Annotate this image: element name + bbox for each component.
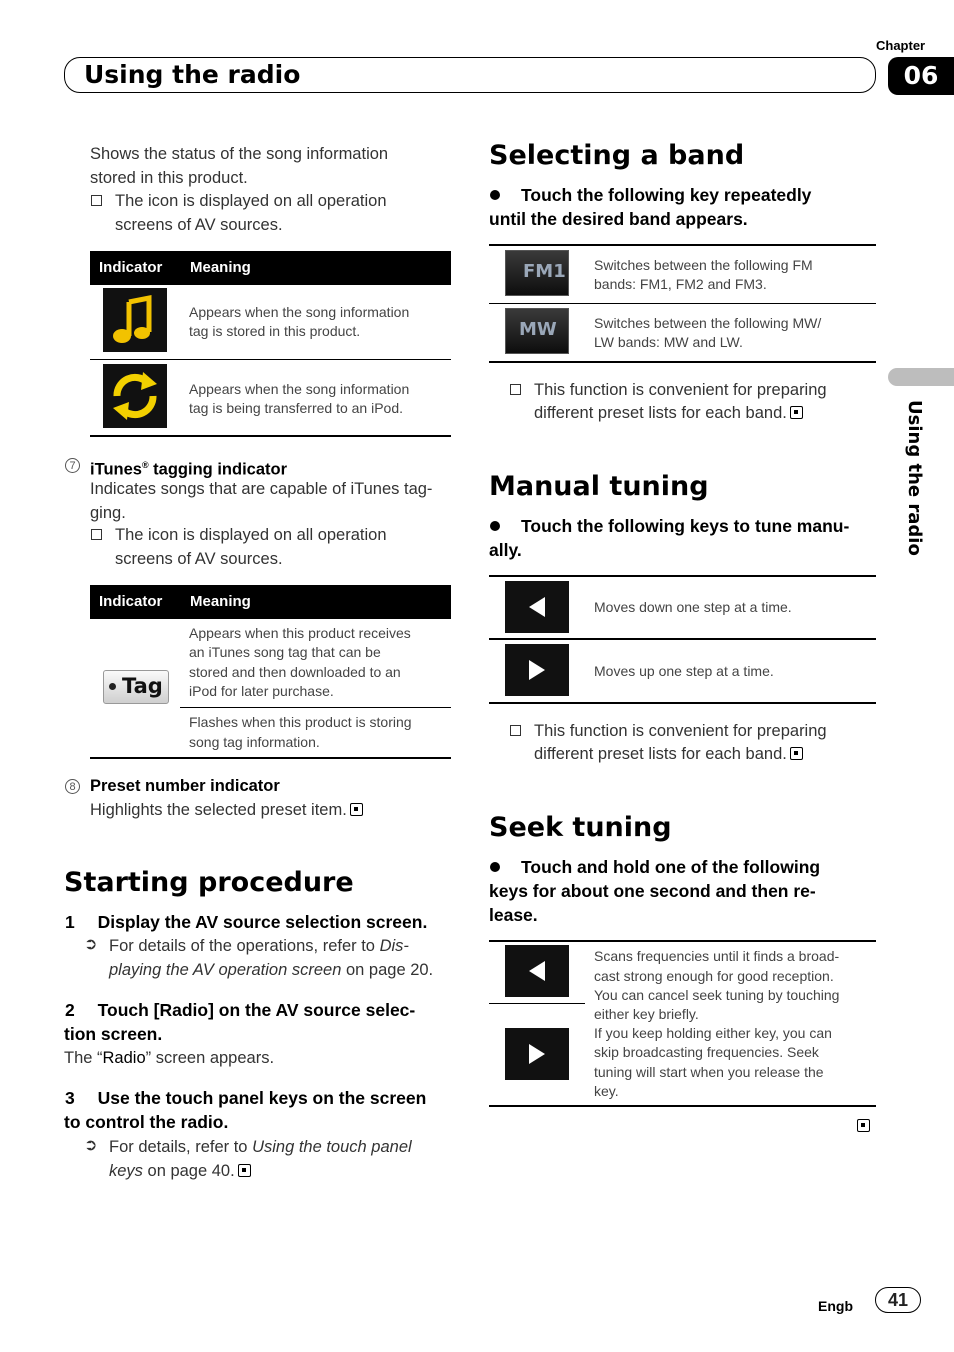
band-heading: Selecting a band <box>489 140 745 171</box>
fm1-key-label: FM1 <box>523 261 566 282</box>
itunes-line-1: Indicates songs that are capable of iTunes tag- <box>90 480 433 498</box>
section-title: Using the radio <box>84 60 301 89</box>
band-note-2 <box>534 401 803 425</box>
seek-desc-3: You can cancel seek tuning by touching <box>594 987 840 1003</box>
step1-ref-link-2[interactable]: playing the AV operation screen <box>109 961 342 979</box>
manual-note-2 <box>534 742 803 766</box>
fm-desc-2: bands: FM1, FM2 and FM3. <box>594 276 767 292</box>
seek-heading: Seek tuning <box>489 812 672 843</box>
item-number-8: 8 <box>65 779 80 794</box>
bullet-icon <box>490 521 500 531</box>
fm-desc-1: Switches between the following FM <box>594 257 813 273</box>
end-mark-icon <box>857 1119 870 1132</box>
registered-mark: ® <box>141 460 149 470</box>
page-number: 41 <box>875 1287 921 1313</box>
table1-col-meaning: Meaning <box>190 259 251 276</box>
step1-ref-link-1[interactable]: Dis- <box>379 937 409 955</box>
table1-divider <box>90 359 451 360</box>
bullet-icon <box>490 862 500 872</box>
step1-text: Display the AV source selection screen. <box>97 912 428 932</box>
mw-desc-2: LW bands: MW and LW. <box>594 334 743 350</box>
note-checkbox-icon <box>510 725 521 736</box>
language-code: Engb <box>818 1298 853 1314</box>
table2-row1-l4: iPod for later purchase. <box>189 683 334 699</box>
step2-line-1 <box>65 998 415 1022</box>
itunes-heading-a: iTunes <box>90 460 142 479</box>
table1-header <box>90 251 451 285</box>
end-mark-icon <box>350 803 363 816</box>
song-status-note-1: The icon is displayed on all operation <box>115 192 387 210</box>
side-tab-label: Using the radio <box>904 400 925 556</box>
step3-ref-link-2[interactable]: keys <box>109 1162 143 1180</box>
table2-col-meaning: Meaning <box>190 593 251 610</box>
band-table-bottom-rule <box>489 361 876 363</box>
seek-table-top-rule <box>489 940 876 942</box>
step2-result-c: ” screen appears. <box>145 1049 275 1067</box>
seek-up-button[interactable] <box>505 1028 569 1080</box>
note-checkbox-icon <box>91 529 102 540</box>
step3-ref-line-2 <box>109 1159 251 1183</box>
song-status-line-1: Shows the status of the song information <box>90 145 389 163</box>
step-up-button[interactable] <box>505 644 569 696</box>
right-arrow-icon <box>529 660 545 680</box>
note-checkbox-icon <box>510 384 521 395</box>
band-table-top-rule <box>489 244 876 246</box>
manual-table-divider <box>489 638 876 640</box>
left-arrow-icon <box>529 961 545 981</box>
preset-line-text: Highlights the selected preset item. <box>90 801 347 819</box>
chapter-label: Chapter <box>876 38 926 53</box>
manual-table-bottom-rule <box>489 702 876 704</box>
seek-desc-4: either key briefly. <box>594 1006 699 1022</box>
tag-dot <box>109 683 116 690</box>
band-instruction-1: Touch the following key repeatedly <box>521 185 812 205</box>
manual-note-2-text: different preset lists for each band. <box>534 745 787 763</box>
step1-ref-b: on page 20. <box>341 961 434 979</box>
step3-line-1 <box>65 1086 426 1110</box>
table2-row2-l2: song tag information. <box>189 734 320 750</box>
step3-text-1: Use the touch panel keys on the screen <box>97 1088 427 1108</box>
itunes-note-1: The icon is displayed on all operation <box>115 526 387 544</box>
manual-table-top-rule <box>489 575 876 577</box>
tag-icon-label: Tag <box>122 674 163 698</box>
table2-row1-l1: Appears when this product receives <box>189 625 411 641</box>
step3-ref-line-1 <box>109 1135 412 1159</box>
table2-bottom-rule <box>90 757 451 759</box>
manual-up-desc: Moves up one step at a time. <box>594 663 774 679</box>
seek-desc-5: If you keep holding either key, you can <box>594 1025 832 1041</box>
step3-ref-link-1[interactable]: Using the touch panel <box>252 1138 412 1156</box>
preset-line <box>90 798 363 822</box>
table2-header <box>90 585 451 619</box>
fm1-key[interactable] <box>505 250 569 296</box>
step1-ref-a: For details of the operations, refer to <box>109 937 380 955</box>
step3-ref-a: For details, refer to <box>109 1138 253 1156</box>
seek-instruction-2: keys for about one second and then re- <box>489 881 816 901</box>
step1-ref-line-2 <box>109 958 433 982</box>
manual-heading: Manual tuning <box>489 471 709 502</box>
table1-row1-line2: tag is stored in this product. <box>189 323 361 339</box>
step2-result-a: The “ <box>64 1049 103 1067</box>
seek-desc-2: cast strong enough for good reception. <box>594 968 834 984</box>
seek-instruction-3: lease. <box>489 905 538 925</box>
note-checkbox-icon <box>91 195 102 206</box>
step2-result <box>64 1046 274 1070</box>
step1-number: 1 <box>65 912 75 932</box>
ref-arrow-icon: ➲ <box>84 1137 98 1154</box>
side-tab <box>888 368 954 386</box>
seek-table-bottom-rule <box>489 1105 876 1107</box>
manual-instruction-2: ally. <box>489 540 522 560</box>
step3-number: 3 <box>65 1088 75 1108</box>
table1-row1-line1: Appears when the song information <box>189 304 410 320</box>
itunes-line-2: ging. <box>90 504 126 522</box>
seek-desc-8: key. <box>594 1083 619 1099</box>
seek-table-icon-divider <box>489 1003 585 1004</box>
starting-heading: Starting procedure <box>64 867 354 898</box>
band-note-1: This function is convenient for preparing <box>534 381 827 399</box>
table1-col-indicator: Indicator <box>99 259 163 276</box>
end-mark-icon <box>238 1164 251 1177</box>
manual-down-desc: Moves down one step at a time. <box>594 599 792 615</box>
step-down-button[interactable] <box>505 581 569 633</box>
chapter-number: 06 <box>888 57 954 95</box>
seek-down-button[interactable] <box>505 945 569 997</box>
step1-ref-line-1 <box>109 934 409 958</box>
table2-col-indicator: Indicator <box>99 593 163 610</box>
table2-divider <box>180 707 451 708</box>
mw-desc-1: Switches between the following MW/ <box>594 315 822 331</box>
table1-bottom-rule <box>90 435 451 437</box>
transfer-arrows-icon <box>103 364 167 428</box>
band-instruction-2: until the desired band appears. <box>489 209 748 229</box>
ref-arrow-icon: ➲ <box>84 936 98 953</box>
bullet-icon <box>490 190 500 200</box>
step2-text-1: Touch [Radio] on the AV source selec- <box>97 1000 416 1020</box>
step1 <box>65 910 427 934</box>
table2-row1-l3: stored and then downloaded to an <box>189 664 401 680</box>
manual-instruction-1: Touch the following keys to tune manu- <box>521 516 850 536</box>
step2-number: 2 <box>65 1000 75 1020</box>
seek-desc-7: tuning will start when you release the <box>594 1064 824 1080</box>
table1-row2-line2: tag is being transferred to an iPod. <box>189 400 404 416</box>
end-mark-icon <box>790 406 803 419</box>
music-note-icon <box>103 288 167 352</box>
table1-row2-line1: Appears when the song information <box>189 381 410 397</box>
itunes-heading-b: tagging indicator <box>148 460 288 479</box>
manual-note-1: This function is convenient for preparing <box>534 722 827 740</box>
itunes-note-2: screens of AV sources. <box>115 550 283 568</box>
band-note-2-text: different preset lists for each band. <box>534 404 787 422</box>
seek-desc-6: skip broadcasting frequencies. Seek <box>594 1044 819 1060</box>
item-number-7: 7 <box>65 458 80 473</box>
seek-instruction-1: Touch and hold one of the following <box>521 857 821 877</box>
mw-key-label: MW <box>519 319 557 340</box>
tag-icon <box>103 670 169 704</box>
step3-text-2: to control the radio. <box>64 1112 229 1132</box>
step2-result-b: Radio <box>102 1049 146 1067</box>
song-status-note-2: screens of AV sources. <box>115 216 283 234</box>
mw-key[interactable] <box>505 308 569 354</box>
right-arrow-icon <box>529 1044 545 1064</box>
table2-row1-l2: an iTunes song tag that can be <box>189 644 381 660</box>
song-status-line-2: stored in this product. <box>90 169 248 187</box>
left-arrow-icon <box>529 597 545 617</box>
step3-ref-b: on page 40. <box>142 1162 235 1180</box>
seek-desc-1: Scans frequencies until it finds a broad- <box>594 948 840 964</box>
end-mark-icon <box>790 747 803 760</box>
band-table-divider <box>489 303 876 304</box>
table2-row2-l1: Flashes when this product is storing <box>189 714 412 730</box>
step2-text-2: tion screen. <box>64 1024 163 1044</box>
preset-heading: Preset number indicator <box>90 777 280 795</box>
